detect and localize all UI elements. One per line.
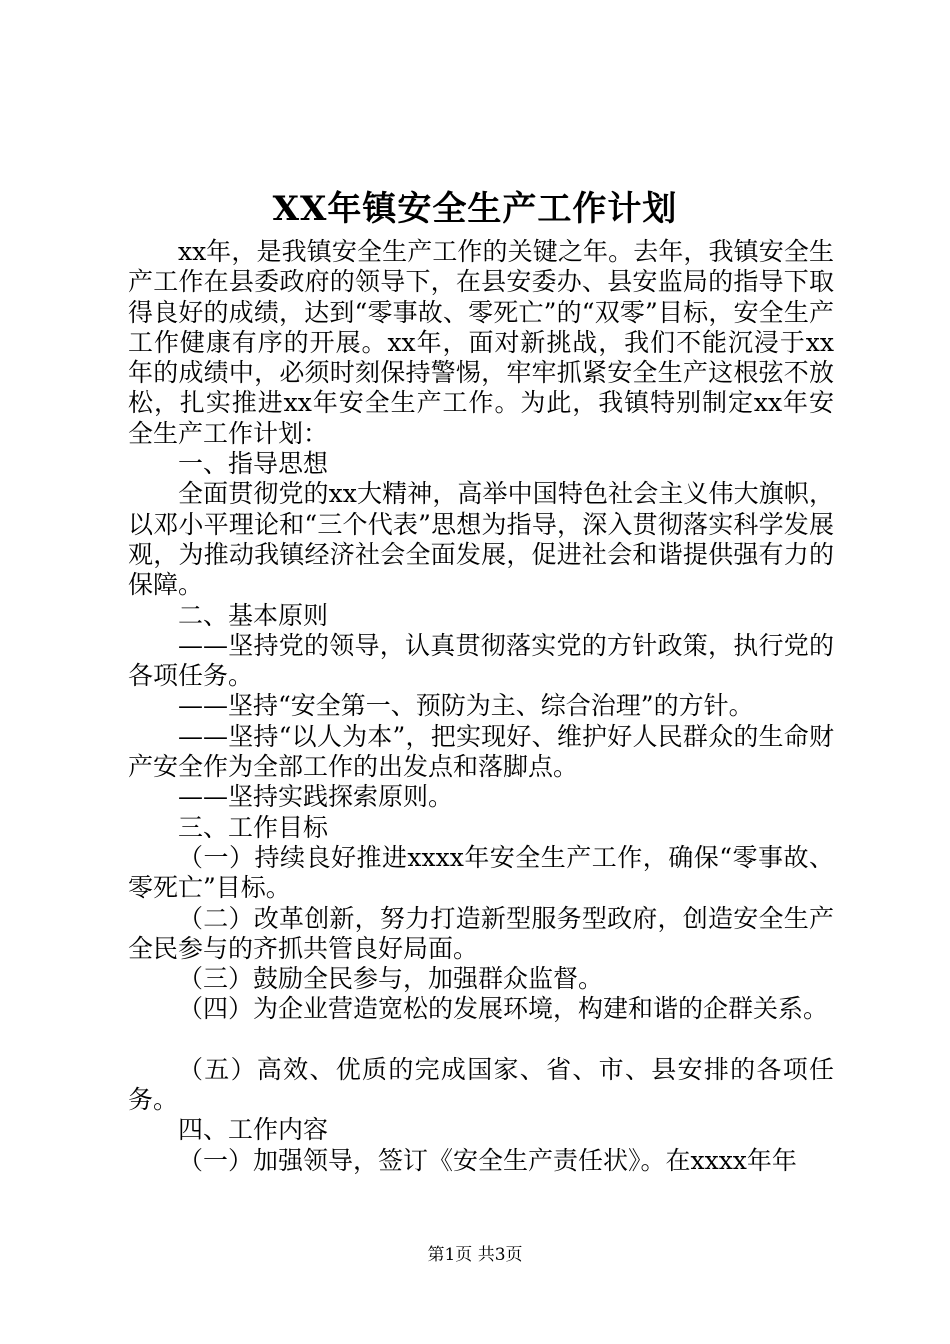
principle-item: ——坚持“安全第一、预防为主、综合治理”的方针。 (178, 691, 754, 721)
principle-item: ——坚持“以人为本”，把实现好、维护好人民群众的生命财产安全作为全部工作的出发点和落脚点。 (128, 721, 834, 782)
section-heading-work-content: 四、工作内容 (178, 1115, 329, 1145)
content-item: （一）加强领导，签订《安全生产责任状》。在xxxx年年 (178, 1145, 797, 1175)
guiding-ideology-paragraph: 全面贯彻党的xx大精神，高举中国特色社会主义伟大旗帜，以邓小平理论和“三个代表”思想为指导，深入贯彻落实科学发展观，为推动我镇经济社会全面发展，促进社会和谐提供强有力的保障。 (128, 479, 834, 600)
intro-paragraph: xx年，是我镇安全生产工作的关键之年。去年，我镇安全生产工作在县委政府的领导下，在县安委办、县安监局的指导下取得良好的成绩，达到“零事故、零死亡”的“双零”目标，安全生产工作健康有序的开展。xx年，面对新挑战，我们不能沉浸于xx年的成绩中，必须时刻保持警惕，牢牢抓紧安全生产这根弦不放松，扎实推进xx年安全生产工作。为此，我镇特别制定xx年安全生产工作计划： (128, 237, 834, 448)
document-body (128, 237, 834, 1176)
goal-item: （二）改革创新，努力打造新型服务型政府，创造安全生产全民参与的齐抓共管良好局面。 (128, 903, 834, 963)
goal-item: （四）为企业营造宽松的发展环境，构建和谐的企群关系。 (178, 994, 829, 1024)
page-footer: 第1页 共3页 (427, 1245, 523, 1265)
section-heading-guiding-ideology: 一、指导思想 (178, 449, 329, 479)
document-title: XX年镇安全生产工作计划 (272, 189, 678, 229)
principle-item: ——坚持党的领导，认真贯彻落实党的方针政策，执行党的各项任务。 (128, 630, 834, 691)
section-heading-basic-principles: 二、基本原则 (178, 600, 329, 630)
principle-item: ——坚持实践探索原则。 (178, 782, 454, 812)
goal-item: （三）鼓励全民参与，加强群众监督。 (178, 964, 604, 994)
goal-item: （五）高效、优质的完成国家、省、市、县安排的各项任务。 (128, 1054, 834, 1115)
goal-item: （一）持续良好推进xxxx年安全生产工作，确保“零事故、零死亡”目标。 (128, 842, 834, 903)
section-heading-work-goals: 三、工作目标 (178, 812, 329, 842)
